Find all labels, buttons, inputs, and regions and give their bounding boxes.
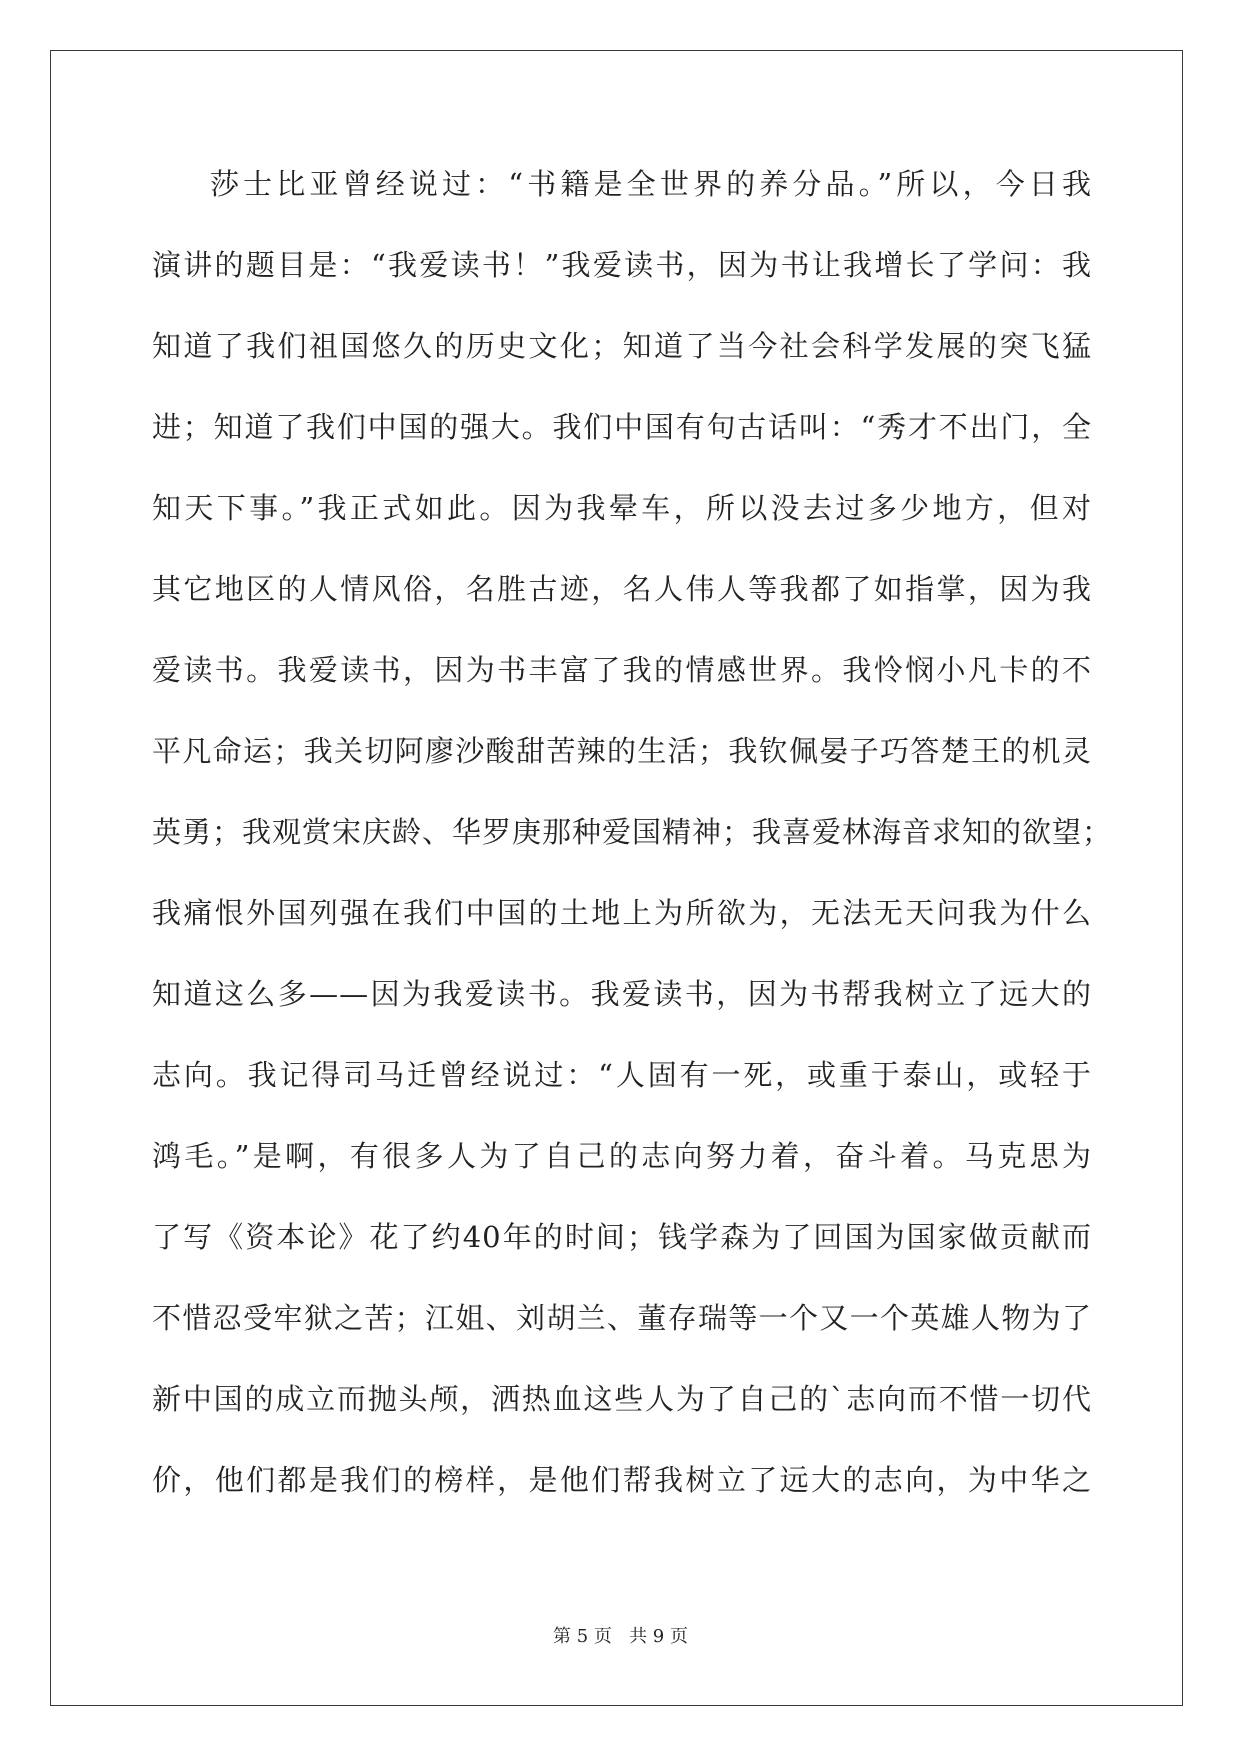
text-line-14: 了写《资本论》花了约40年的时间；钱学森为了回国为国家做贡献而 — [152, 1220, 1092, 1254]
page-number-footer: 第 5 页 共 9 页 — [553, 1626, 688, 1647]
text-line-1: 莎士比亚曾经说过：“书籍是全世界的养分品。”所以，今日我 — [210, 167, 1092, 201]
text-line-4: 进；知道了我们中国的强大。我们中国有句古话叫：“秀才不出门，全 — [152, 410, 1092, 444]
text-line-13: 鸿毛。”是啊，有很多人为了自己的志向努力着，奋斗着。马克思为 — [152, 1139, 1092, 1173]
text-line-8: 平凡命运；我关切阿廖沙酸甜苦辣的生活；我钦佩晏子巧答楚王的机灵 — [152, 734, 1092, 768]
body-text — [152, 160, 1113, 1537]
text-line-11: 知道这么多——因为我爱读书。我爱读书，因为书帮我树立了远大的 — [152, 977, 1092, 1011]
text-line-2: 演讲的题目是：“我爱读书！”我爱读书，因为书让我增长了学问：我 — [152, 248, 1092, 282]
text-line-12: 志向。我记得司马迁曾经说过：“人固有一死，或重于泰山，或轻于 — [152, 1058, 1092, 1092]
text-line-15: 不惜忍受牢狱之苦；江姐、刘胡兰、董存瑞等一个又一个英雄人物为了 — [152, 1301, 1092, 1335]
text-line-16: 新中国的成立而抛头颅，洒热血这些人为了自己的`志向而不惜一切代 — [152, 1382, 1092, 1416]
text-line-3: 知道了我们祖国悠久的历史文化；知道了当今社会科学发展的突飞猛 — [152, 329, 1092, 363]
text-line-9: 英勇；我观赏宋庆龄、华罗庚那种爱国精神；我喜爱林海音求知的欲望； — [152, 815, 1113, 849]
text-line-5: 知天下事。”我正式如此。因为我晕车，所以没去过多少地方，但对 — [152, 491, 1092, 525]
text-line-7: 爱读书。我爱读书，因为书丰富了我的情感世界。我怜悯小凡卡的不 — [152, 653, 1092, 687]
text-line-6: 其它地区的人情风俗，名胜古迹，名人伟人等我都了如指掌，因为我 — [152, 572, 1092, 606]
text-line-17: 价，他们都是我们的榜样，是他们帮我树立了远大的志向，为中华之 — [152, 1463, 1092, 1497]
text-line-10: 我痛恨外国列强在我们中国的土地上为所欲为，无法无天问我为什么 — [152, 896, 1092, 930]
